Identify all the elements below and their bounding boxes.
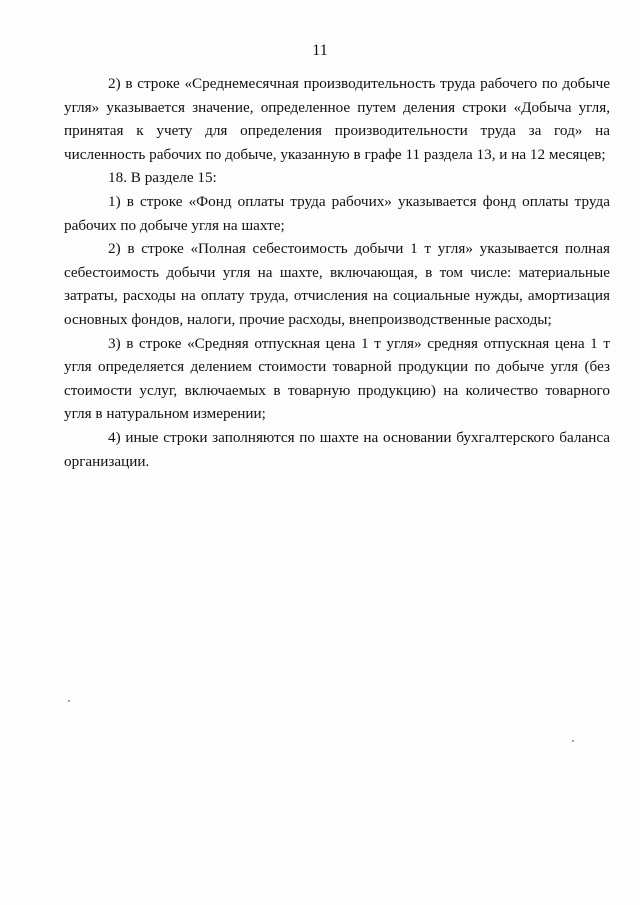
- paragraph-section-18-heading: 18. В разделе 15:: [108, 169, 217, 187]
- paragraph-item-2-full-cost: 2) в строке «Полная себестоимость добычи 1 т угля» указывается полная себестоимость добычи угля на шахте, включающая, в том числе: материальные затраты, расходы на оплату труда, отчисления на социальные нужды, амортизация основных фондов, налоги, прочие расходы, внепроизводственные расходы;: [64, 240, 610, 328]
- paragraph-item-2-productivity: 2) в строке «Среднемесячная производительность труда рабочего по добыче угля» указывается значение, определенное путем деления строки «Добыча угля, принятая к учету для определения производительности труда за год» на численность рабочих по добыче, указанную в графе 11 раздела 13, и на 12 месяцев;: [64, 75, 610, 163]
- paragraph-item-1-wage-fund: 1) в строке «Фонд оплаты труда рабочих» указывается фонд оплаты труда рабочих по добыче угля на шахте;: [64, 192, 610, 234]
- paragraph-item-3-average-price: 3) в строке «Средняя отпускная цена 1 т угля» средняя отпускная цена 1 т угля определяется делением стоимости товарной продукции по добыче угля (без стоимости услуг, включаемых в товарную продукцию) на количество товарного угля в натуральном измерении;: [64, 334, 610, 423]
- scan-speck: [68, 700, 70, 702]
- page-number: 11: [312, 42, 328, 59]
- document-body: [64, 72, 610, 473]
- paragraph-item-4-other-lines: 4) иные строки заполняются по шахте на основании бухгалтерского баланса организации.: [64, 428, 610, 470]
- scan-speck: [572, 740, 574, 742]
